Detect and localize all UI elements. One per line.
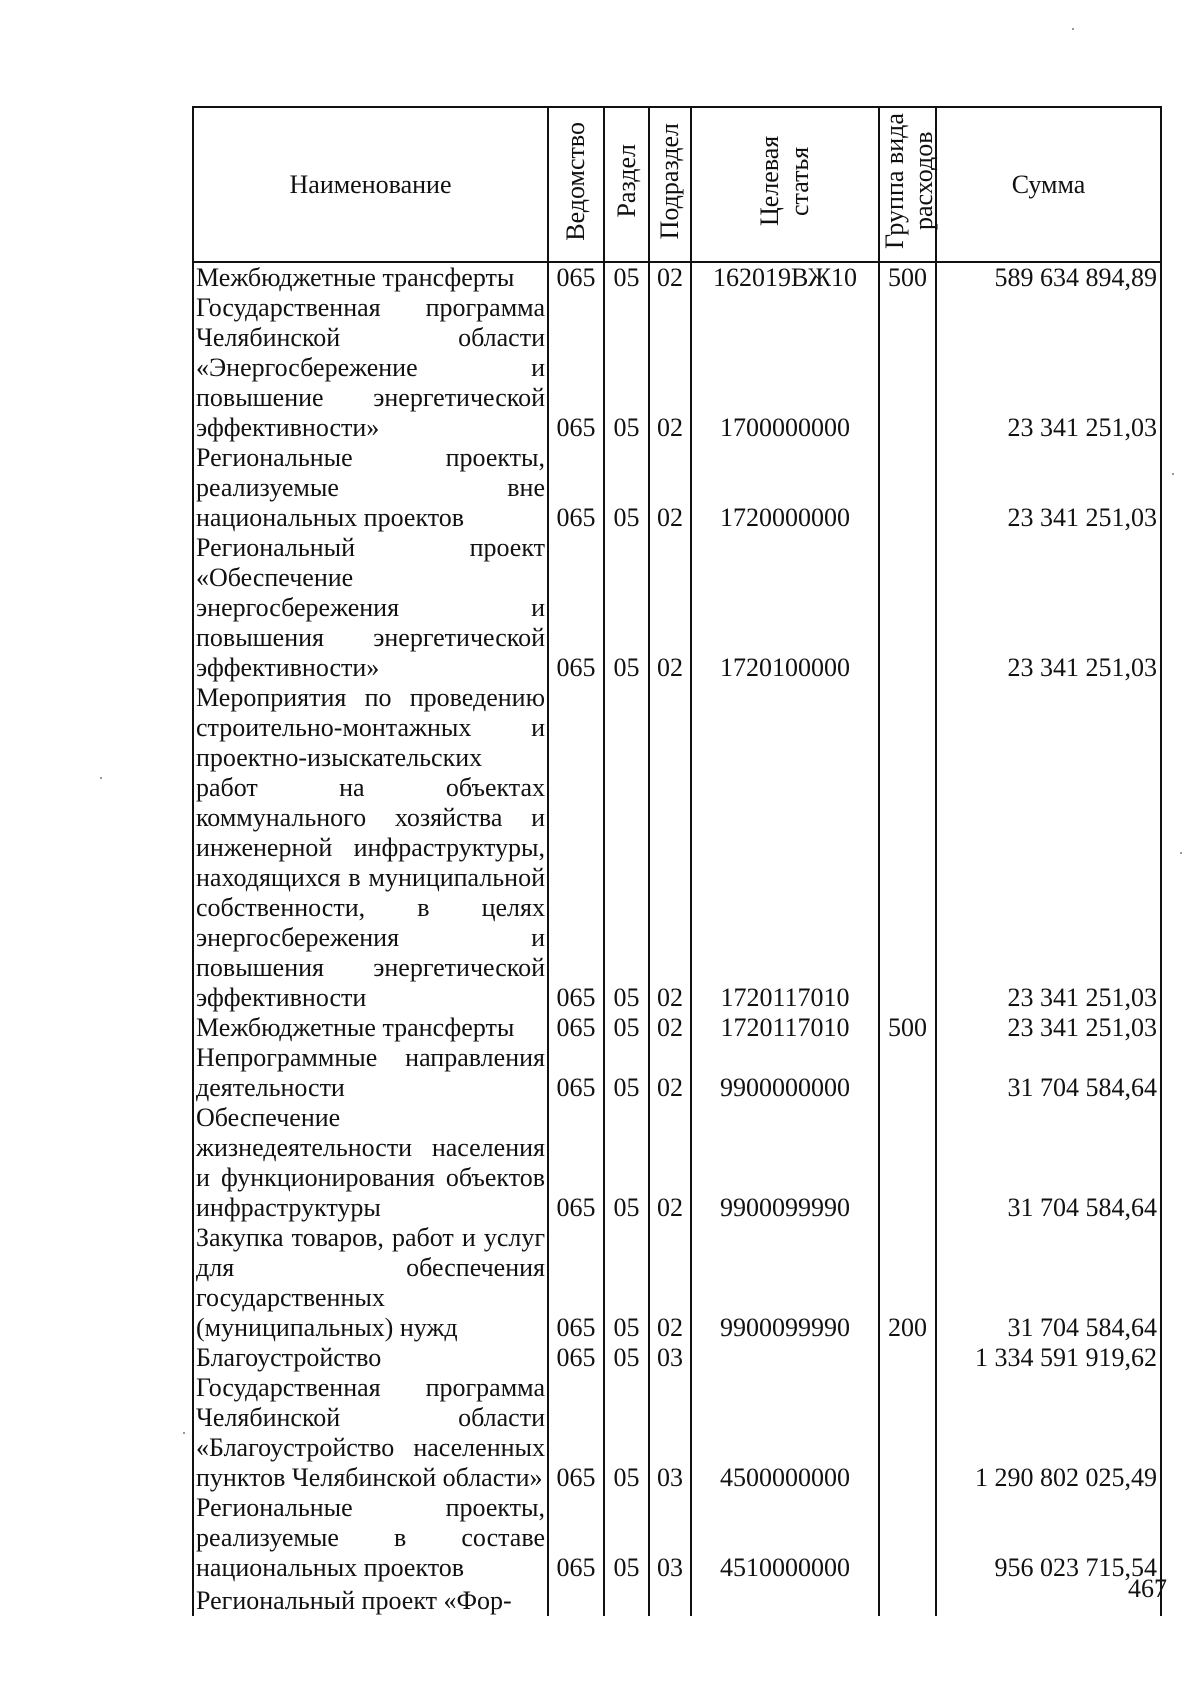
table-row — [193, 533, 1161, 683]
row-amount: 23 341 251,03 — [936, 443, 1161, 533]
row-section: 05 — [604, 1373, 649, 1493]
header-expense-group-label: Группа вида расходов — [880, 113, 938, 249]
row-subsection: 03 — [649, 1343, 691, 1373]
table-header-row — [193, 107, 1161, 262]
row-section: 05 — [604, 1493, 649, 1583]
row-subsection: 02 — [649, 1223, 691, 1343]
table-row — [193, 443, 1161, 533]
row-section: 05 — [604, 1103, 649, 1223]
row-amount: 23 341 251,03 — [936, 533, 1161, 683]
row-expense-group — [879, 683, 936, 1013]
scan-speck — [100, 777, 102, 779]
scan-speck — [1072, 28, 1074, 30]
row-department: 065 — [548, 533, 604, 683]
row-subsection — [649, 1583, 691, 1616]
row-target-article: 1720117010 — [691, 683, 879, 1013]
row-section: 05 — [604, 683, 649, 1013]
row-section: 05 — [604, 1343, 649, 1373]
scan-speck — [1172, 473, 1174, 475]
table-row — [193, 293, 1161, 443]
row-name: Благоустройство — [193, 1343, 548, 1373]
row-expense-group — [879, 293, 936, 443]
row-amount: 31 704 584,64 — [936, 1223, 1161, 1343]
header-subsection-label: Подраздел — [655, 122, 684, 240]
row-subsection: 03 — [649, 1373, 691, 1493]
header-department — [548, 107, 604, 262]
row-target-article: 9900099990 — [691, 1223, 879, 1343]
row-amount: 23 341 251,03 — [936, 1013, 1161, 1043]
row-target-article: 162019ВЖ10 — [691, 262, 879, 293]
row-department: 065 — [548, 1493, 604, 1583]
header-target-article-label: Целевая статья — [755, 135, 814, 227]
row-department — [548, 1583, 604, 1616]
row-target-article — [691, 1343, 879, 1373]
row-department: 065 — [548, 443, 604, 533]
row-amount: 23 341 251,03 — [936, 683, 1161, 1013]
table-row — [193, 1583, 1161, 1616]
page-number: 467 — [1128, 1574, 1167, 1603]
row-amount: 31 704 584,64 — [936, 1043, 1161, 1103]
row-department: 065 — [548, 1013, 604, 1043]
row-expense-group — [879, 1583, 936, 1616]
row-target-article: 9900000000 — [691, 1043, 879, 1103]
row-subsection: 02 — [649, 683, 691, 1013]
row-subsection: 02 — [649, 262, 691, 293]
row-section: 05 — [604, 533, 649, 683]
table-row — [193, 1493, 1161, 1583]
row-subsection: 02 — [649, 443, 691, 533]
row-subsection: 02 — [649, 1013, 691, 1043]
row-name: Непрограммные направления деятельности — [193, 1043, 548, 1103]
row-target-article: 4500000000 — [691, 1373, 879, 1493]
row-subsection: 03 — [649, 1493, 691, 1583]
row-amount: 956 023 715,54 — [936, 1493, 1161, 1583]
row-name: Региональный проект «Обеспечение энергосбережения и повышения энергетической эффективности» — [193, 533, 548, 683]
table-body — [193, 262, 1161, 1616]
row-section: 05 — [604, 262, 649, 293]
row-expense-group: 500 — [879, 1013, 936, 1043]
row-department: 065 — [548, 1043, 604, 1103]
header-target-article — [691, 107, 879, 262]
row-subsection: 02 — [649, 1043, 691, 1103]
row-subsection: 02 — [649, 293, 691, 443]
header-section — [604, 107, 649, 262]
scan-speck — [1180, 852, 1182, 854]
row-target-article: 1700000000 — [691, 293, 879, 443]
header-amount-label: Сумма — [1011, 169, 1086, 199]
row-name: Региональный проект «Фор- — [193, 1583, 548, 1616]
row-amount: 31 704 584,64 — [936, 1103, 1161, 1223]
row-name: Региональные проекты, реализуемые вне национальных проектов — [193, 443, 548, 533]
table-row — [193, 1373, 1161, 1493]
row-name: Межбюджетные трансферты — [193, 262, 548, 293]
row-subsection: 02 — [649, 1103, 691, 1223]
header-amount — [936, 107, 1161, 262]
table-row — [193, 1013, 1161, 1043]
table-row — [193, 1343, 1161, 1373]
row-expense-group — [879, 443, 936, 533]
row-department: 065 — [548, 293, 604, 443]
row-target-article: 9900099990 — [691, 1103, 879, 1223]
row-expense-group — [879, 1343, 936, 1373]
row-department: 065 — [548, 1103, 604, 1223]
row-department: 065 — [548, 1343, 604, 1373]
scan-speck — [183, 1432, 185, 1434]
header-name — [193, 107, 548, 262]
row-section — [604, 1583, 649, 1616]
row-expense-group — [879, 533, 936, 683]
row-expense-group — [879, 1493, 936, 1583]
row-section: 05 — [604, 1013, 649, 1043]
row-section: 05 — [604, 1223, 649, 1343]
row-name: Государственная программа Челябинской области «Энергосбережение и повышение энергетической эффективности» — [193, 293, 548, 443]
row-department: 065 — [548, 1223, 604, 1343]
row-department: 065 — [548, 683, 604, 1013]
row-section: 05 — [604, 293, 649, 443]
row-amount: 23 341 251,03 — [936, 293, 1161, 443]
row-department: 065 — [548, 1373, 604, 1493]
budget-table — [192, 106, 1162, 1616]
row-amount: 1 334 591 919,62 — [936, 1343, 1161, 1373]
header-subsection — [649, 107, 691, 262]
table-row — [193, 1043, 1161, 1103]
row-name: Мероприятия по проведению строительно-монтажных и проектно-изыскательских работ на объектах коммунального хозяйства и инженерной инфраструктуры, находящихся в муниципальной собственности, в целях энергосбережения и повышения энергетической эффективности — [193, 683, 548, 1013]
table-row — [193, 262, 1161, 293]
row-target-article: 1720100000 — [691, 533, 879, 683]
row-expense-group — [879, 1103, 936, 1223]
row-name: Региональные проекты, реализуемые в составе национальных проектов — [193, 1493, 548, 1583]
row-target-article: 1720117010 — [691, 1013, 879, 1043]
row-target-article: 4510000000 — [691, 1493, 879, 1583]
row-name: Закупка товаров, работ и услуг для обеспечения государственных (муниципальных) нужд — [193, 1223, 548, 1343]
row-department: 065 — [548, 262, 604, 293]
row-section: 05 — [604, 443, 649, 533]
header-name-label: Наименование — [289, 169, 452, 199]
row-expense-group: 500 — [879, 262, 936, 293]
row-expense-group — [879, 1373, 936, 1493]
table-row — [193, 683, 1161, 1013]
row-name: Межбюджетные трансферты — [193, 1013, 548, 1043]
row-expense-group — [879, 1043, 936, 1103]
row-name: Обеспечение жизнедеятельности населения и функционирования объектов инфраструктуры — [193, 1103, 548, 1223]
row-amount: 589 634 894,89 — [936, 262, 1161, 293]
row-expense-group: 200 — [879, 1223, 936, 1343]
header-expense-group — [879, 107, 936, 262]
row-target-article: 1720000000 — [691, 443, 879, 533]
header-department-label: Ведомство — [561, 121, 590, 241]
header-section-label: Раздел — [611, 144, 641, 218]
table-row — [193, 1223, 1161, 1343]
row-section: 05 — [604, 1043, 649, 1103]
row-target-article — [691, 1583, 879, 1616]
row-amount: 1 290 802 025,49 — [936, 1373, 1161, 1493]
row-name: Государственная программа Челябинской области «Благоустройство населенных пунктов Челябинской области» — [193, 1373, 548, 1493]
table-row — [193, 1103, 1161, 1223]
row-subsection: 02 — [649, 533, 691, 683]
